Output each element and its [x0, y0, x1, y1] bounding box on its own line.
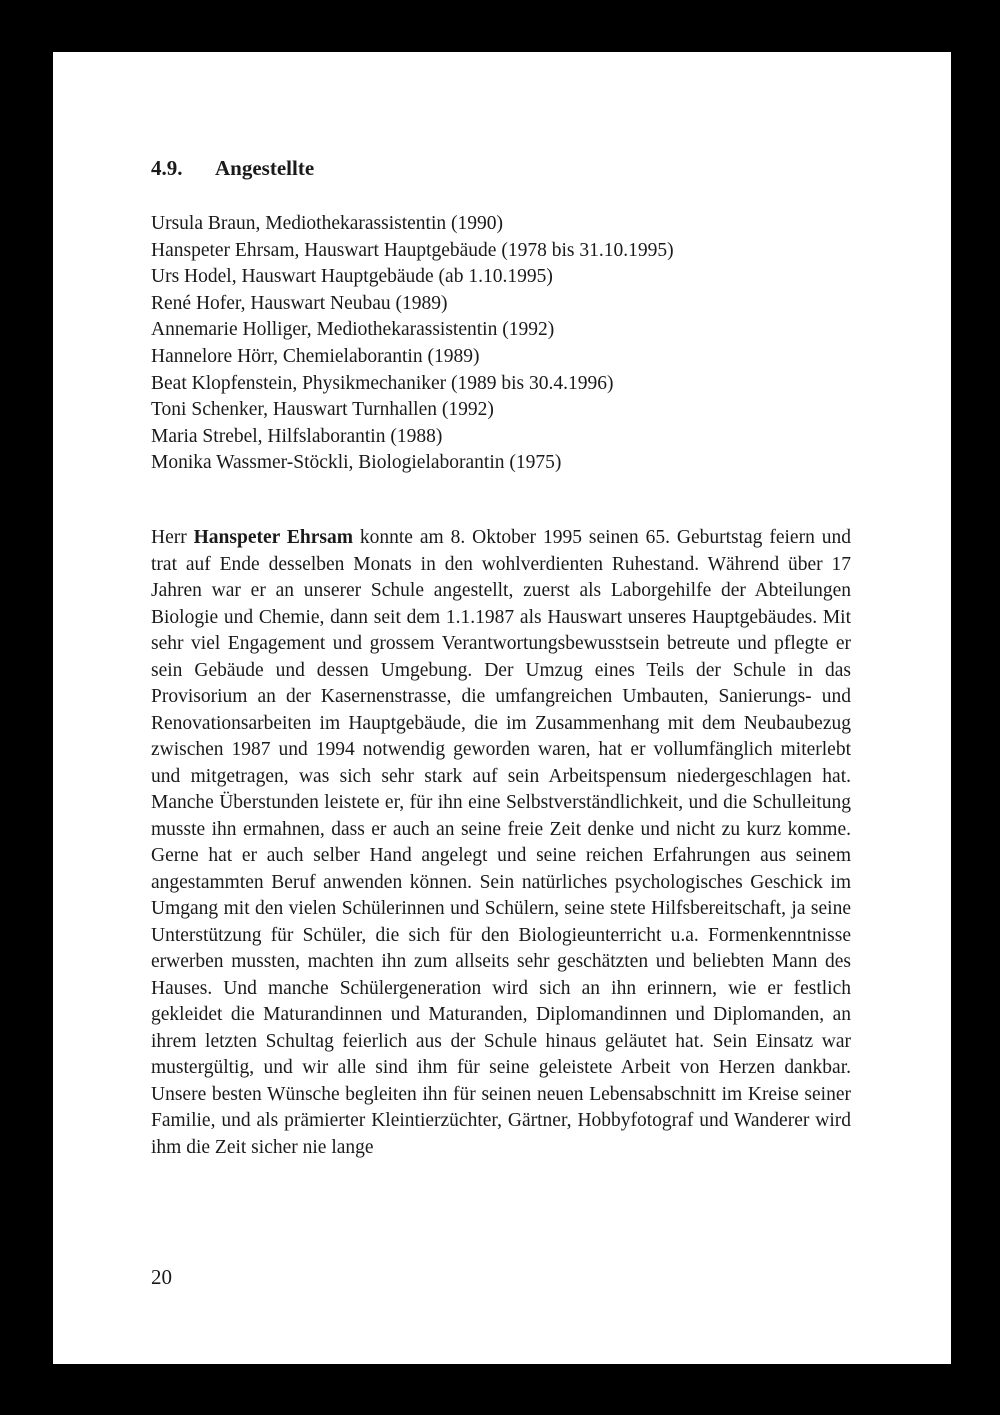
staff-entry: Urs Hodel, Hauswart Hauptgebäude (ab 1.10.1995) — [151, 266, 553, 288]
paragraph-lead: Herr — [151, 527, 194, 548]
staff-entry: Ursula Braun, Mediothekarassistentin (1990) — [151, 213, 504, 234]
section-number: 4.9. — [151, 156, 183, 180]
section-title: Angestellte — [215, 156, 315, 180]
staff-list — [151, 211, 674, 477]
page-number: 20 — [151, 1265, 172, 1289]
section-heading — [151, 156, 314, 181]
staff-entry: Hannelore Hörr, Chemielaborantin (1989) — [151, 345, 480, 367]
paragraph-text: konnte am 8. Oktober 1995 seinen 65. Geburtstag feiern und trat auf Ende desselben Monats in den wohlverdienten Ruhestand. Während über 17 Jahren war er an unserer Schule angestellt, zuerst als Laborgehilfe der Abteilungen Biologie und Chemie, dann seit dem 1.1.1987 als Hauswart unseres Hauptgebäudes. Mit sehr viel Engagement und grossem Verantwortungsbewusstsein betreute und pflegte er sein Gebäude und dessen Umgebung. Der Umzug eines Teils der Schule in das Provisorium an der Kasernenstrasse, die umfangreichen Umbauten, Sanierungs- und Renovationsarbeiten im Hauptgebäude, die im Zusammenhang mit dem Neubaubezug zwischen 1987 und 1994 notwendig geworden waren, hat er vollumfänglich miterlebt und mitgetragen, was sich sehr stark auf sein Arbeitspensum niedergeschlagen hat. Manche Überstunden leistete er, für ihn eine Selbstverständlichkeit, und die Schulleitung musste ihn ermahnen, dass er auch an seine freie Zeit denke und nicht zu kurz komme. Gerne hat er auch selber Hand angelegt und seine reichen Erfahrungen aus seinem angestammten Beruf anwenden können. Sein natürliches psychologisches Geschick im Umgang mit den vielen Schülerinnen und Schülern, seine stete Hilfsbereitschaft, ja seine Unterstützung für Schüler, die sich für den Biologieunterricht u.a. Formenkenntnisse erwerben mussten, machten ihn zum allseits sehr geschätzten und beliebten Mann des Hauses. Und manche Schülergeneration wird sich an ihn erinnern, wie er festlich gekleidet die Maturandinnen und Maturanden, Diplomandinnen und Diplomanden, an ihrem letzten Schultag feierlich aus der Schule hinaus geläutet hat. Sein Einsatz war mustergültig, und wir alle sind ihm für seine geleistete Arbeit von Herzen dankbar. Unsere besten Wünsche begleiten ihn für seinen neuen Lebensabschnitt im Kreise seiner Familie, und als prämierter Kleintierzüchter, Gärtner, Hobbyfotograf und Wanderer wird ihm die Zeit sicher nie lange — [151, 527, 851, 1158]
staff-entry: Annemarie Holliger, Mediothekarassistentin (1992) — [151, 319, 555, 341]
staff-entry: Monika Wassmer-Stöckli, Biologielaborantin (1975) — [151, 452, 562, 474]
staff-entry: René Hofer, Hauswart Neubau (1989) — [151, 292, 448, 314]
staff-entry: Toni Schenker, Hauswart Turnhallen (1992) — [151, 399, 494, 421]
document-page — [53, 52, 951, 1364]
honoree-name: Hanspeter Ehrsam — [193, 527, 353, 548]
staff-entry: Maria Strebel, Hilfslaborantin (1988) — [151, 425, 443, 447]
tribute-paragraph — [151, 525, 851, 1161]
staff-entry: Hanspeter Ehrsam, Hauswart Hauptgebäude (1978 bis 31.10.1995) — [151, 239, 674, 261]
staff-entry: Beat Klopfenstein, Physikmechaniker (1989 bis 30.4.1996) — [151, 372, 614, 394]
